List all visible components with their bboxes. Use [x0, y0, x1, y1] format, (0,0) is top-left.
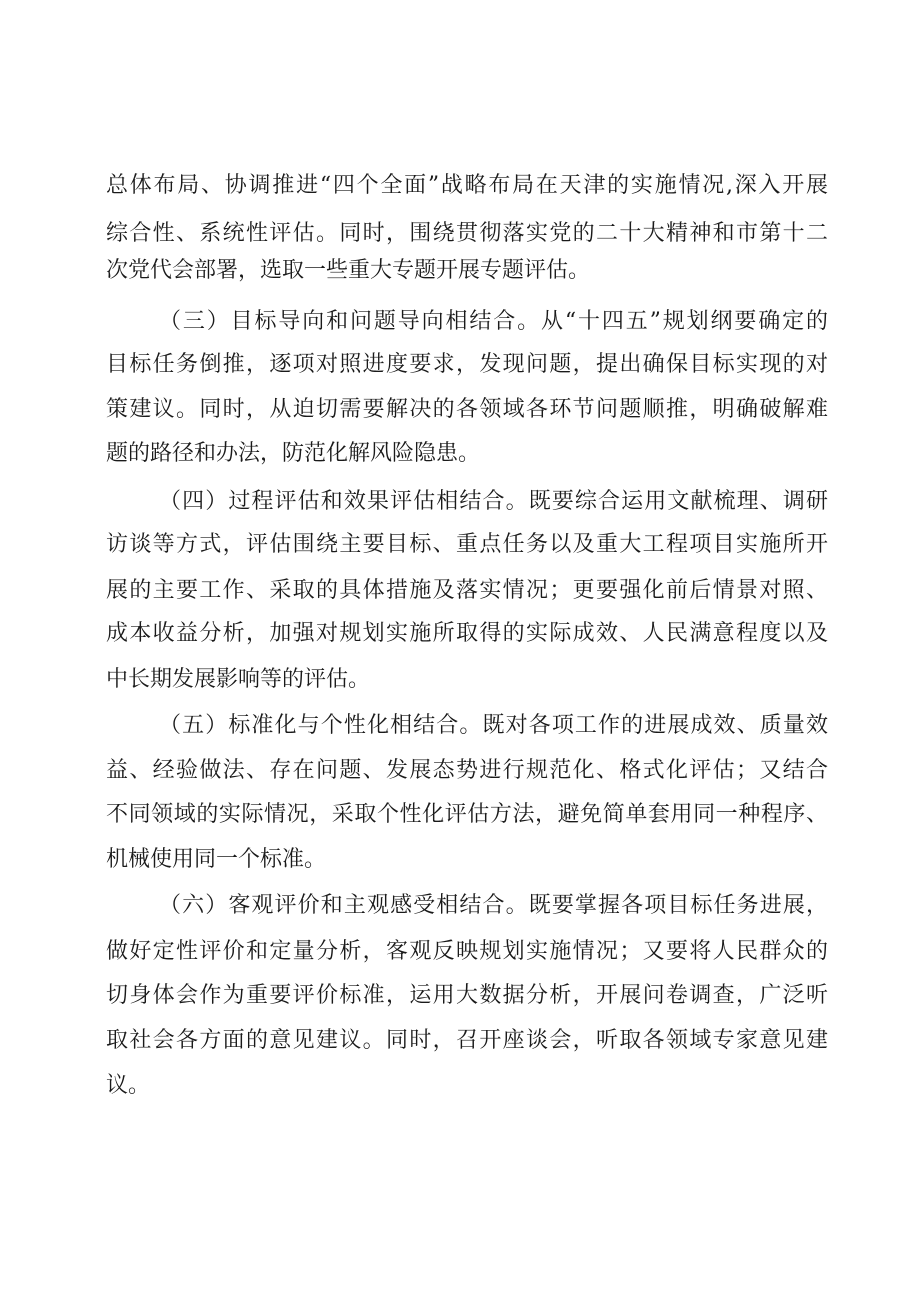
body-line: 取社会各方面的意见建议。同时，召开座谈会，听取各领域专家意见建: [106, 1028, 828, 1053]
body-line: 益、经验做法、存在问题、发展态势进行规范化、格式化评估；又结合: [106, 758, 828, 783]
body-line: 不同领域的实际情况，采取个性化评估方法，避免简单套用同一种程序、: [106, 802, 828, 827]
body-line: 展的主要工作、采取的具体措施及落实情况；更要强化前后情景对照、: [106, 578, 828, 603]
body-line: 题的路径和办法，防范化解风险隐患。: [106, 441, 481, 466]
body-line: 次党代会部署，选取一些重大专题开展专题评估。: [106, 258, 591, 283]
section-4-first-line: （四）过程评估和效果评估相结合。既要综合运用文献梳理、调研: [159, 489, 828, 514]
body-line: 访谈等方式，评估围绕主要目标、重点任务以及重大工程项目实施所开: [106, 532, 828, 557]
body-line: 成本收益分析，加强对规划实施所取得的实际成效、人民满意程度以及: [106, 621, 828, 646]
body-line: 机械使用同一个标准。: [106, 847, 327, 872]
body-line: 切身体会作为重要评价标准，运用大数据分析，开展问卷调查，广泛听: [106, 983, 828, 1008]
section-3-first-line: （三）目标导向和问题导向相结合。从“十四五”规划纲要确定的: [159, 309, 828, 334]
section-6-first-line: （六）客观评价和主观感受相结合。既要掌握各项目标任务进展，: [159, 893, 828, 918]
body-line: 目标任务倒推，逐项对照进度要求，发现问题，提出确保目标实现的对: [106, 352, 828, 377]
body-line: 做好定性评价和定量分析，客观反映规划实施情况；又要将人民群众的: [106, 939, 828, 964]
body-line: 综合性、系统性评估。同时，围绕贯彻落实党的二十大精神和市第十二: [106, 221, 828, 246]
body-line: 总体布局、协调推进“四个全面”战略布局在天津的实施情况,深入开展: [106, 173, 828, 198]
section-5-first-line: （五）标准化与个性化相结合。既对各项工作的进展成效、质量效: [159, 713, 828, 738]
body-line: 策建议。同时，从迫切需要解决的各领域各环节问题顺推，明确破解难: [106, 397, 828, 422]
body-line: 议。: [106, 1073, 151, 1098]
body-line: 中长期发展影响等的评估。: [106, 667, 371, 692]
